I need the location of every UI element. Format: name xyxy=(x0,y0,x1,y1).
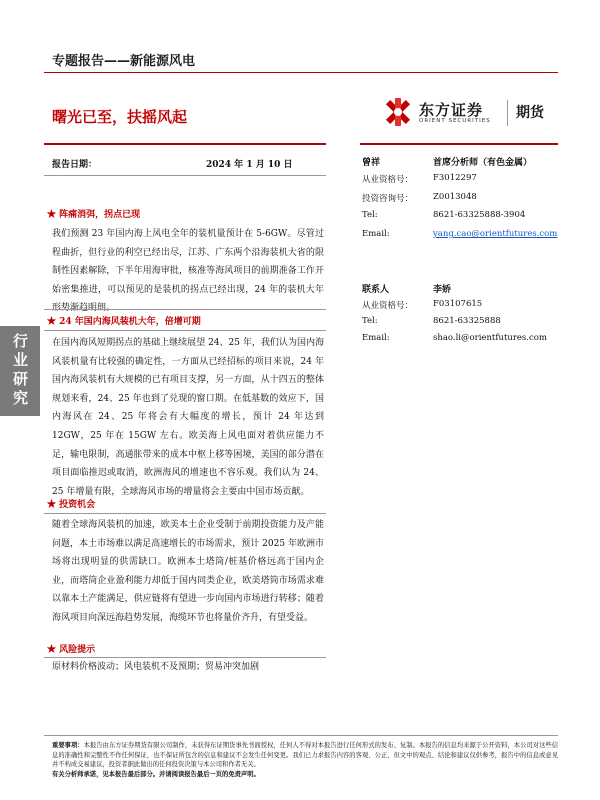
contact-value: F03107615 xyxy=(433,299,483,309)
contact-label: Email: xyxy=(362,229,390,239)
analyst-name: 曾祥 xyxy=(362,158,381,168)
contact-label: 从业资格号： xyxy=(362,175,414,185)
contact-person-name: 李娇 xyxy=(433,285,452,295)
section-divider xyxy=(44,330,326,331)
report-title: 曙光已至，扶摇风起 xyxy=(52,108,188,126)
report-date-value: 2024 年 1 月 10 日 xyxy=(206,160,293,170)
logo-separator xyxy=(507,100,508,126)
contact-label: 从业资格号： xyxy=(362,301,414,311)
date-divider xyxy=(44,175,326,176)
company-logo xyxy=(383,96,583,130)
divider-left xyxy=(44,143,326,145)
section-heading: ★ 风险提示 xyxy=(47,645,96,655)
section-divider xyxy=(44,513,326,514)
section-heading: ★ 投资机会 xyxy=(47,500,96,510)
section-heading: ★ 24 年国内海风装机大年，倍增可期 xyxy=(47,317,201,327)
orient-logo-icon xyxy=(383,97,413,127)
disclaimer-text: 本报告由东方证券期货有限公司制作，未获得东证期货事先书面授权，任何人不得对本报告进行任何形式的发布、复制。本报告的信息均来源于公开资料，本公司对这些信息的准确性和完整性不作任何保证，也不保证所包含的信息和建议不会发生任何变更。我们已力求报告内容的客观、公正，但文中的观点、结论和建议仅供参考，报告中的信息或意见并不构成交易建议，投资者据此做出的任何投资决策与本公司和作者无关。 xyxy=(52,742,559,769)
contact-value: F3012297 xyxy=(433,173,477,183)
report-date-label: 报告日期： xyxy=(52,160,98,170)
logo-division: 期货 xyxy=(516,105,544,121)
contact-label: Email: xyxy=(362,333,390,343)
disclaimer-note: 有关分析师承诺，见本报告最后部分。并请阅读报告最后一页的免责声明。 xyxy=(52,770,260,778)
divider-right xyxy=(360,143,558,145)
report-type: 专题报告——新能源风电 xyxy=(52,54,196,69)
contact-label: 投资咨询号： xyxy=(362,194,414,204)
section-heading: ★ 阵痛消弭，拐点已现 xyxy=(47,210,141,220)
side-label: 行业研究 xyxy=(0,326,40,416)
section-body: 随着全球海风装机的加速，欧美本土企业受制于前期投资能力及产能问题，本土市场难以满足高速增长的市场需求，预计 2025 年欧洲市场将出现明显的供需缺口。欧洲本土塔筒/桩基价格远高于国内企业，而塔筒企业盈利能力却低于国内同类企业，欧美塔筒市场需求难以靠本土产能满足，供应链将有望进一步向国内市场进行转移；随着海风项目向深远海趋势发展，海缆环节也将量价齐升，有望受益。 xyxy=(52,520,324,623)
header-divider xyxy=(44,72,558,73)
contact-label: Tel: xyxy=(362,316,378,326)
disclaimer xyxy=(52,741,558,779)
logo-name-cn: 东方证券 xyxy=(419,101,484,119)
contact-value: shao.li@orientfutures.com xyxy=(433,333,547,343)
email-link[interactable]: yang.cao@orientfutures.com xyxy=(433,229,558,239)
logo-name-en: ORIENT SECURITIES xyxy=(419,118,491,124)
disclaimer-label: 重要事项： xyxy=(52,742,84,749)
section-divider xyxy=(44,309,326,310)
disclaimer-divider xyxy=(44,735,558,736)
analyst-title: 首席分析师（有色金属） xyxy=(433,158,533,168)
section-body: 原材料价格波动；风电装机不及预期；贸易冲突加剧 xyxy=(52,662,260,672)
contact-person-label: 联系人 xyxy=(362,285,390,295)
contact-label: Tel: xyxy=(362,210,378,220)
contact-value: 8621-63325888 xyxy=(433,316,501,326)
section-body: 我们预测 23 年国内海上风电全年的装机量预计在 5-6GW。尽管过程曲折，但行业的利空已经出尽，江苏、广东两个沿海装机大省的限制性因素解除，下半年用海审批，核准等海风项目的前期准备工作开始密集推进，可以预见的是装机的拐点已经出现，24 年的装机大年 xyxy=(52,229,324,295)
contact-value: Z0013048 xyxy=(433,192,477,202)
section-body: 在国内海风短期拐点的基础上继续展望 24、25 年，我们认为国内海风装机量有比较强的确定性，一方面从已经招标的项目来说，24 年国内海风装机有大规模的已有项目支撑，另一方面，从十四五的整体规划来看，24、25 年也到了兑现的窗口期。在低基数的效应下，国内海风在 24、25 年将会有大幅度的增长，预计 24 年达到 12GW，25 年在 15GW 左右。欧美海上风电面对着供应能力不足，输电限制，高通胀带来的成本中枢上移等困境，美国的部分潜在项目面临推迟或取消，欧洲海风的增速也不容乐观。我们认为 24、25 年增量有限，全球海风市场的增量将会主要由中国市场贡献。 xyxy=(52,338,324,497)
contact-value: 8621-63325888-3904 xyxy=(433,210,526,220)
